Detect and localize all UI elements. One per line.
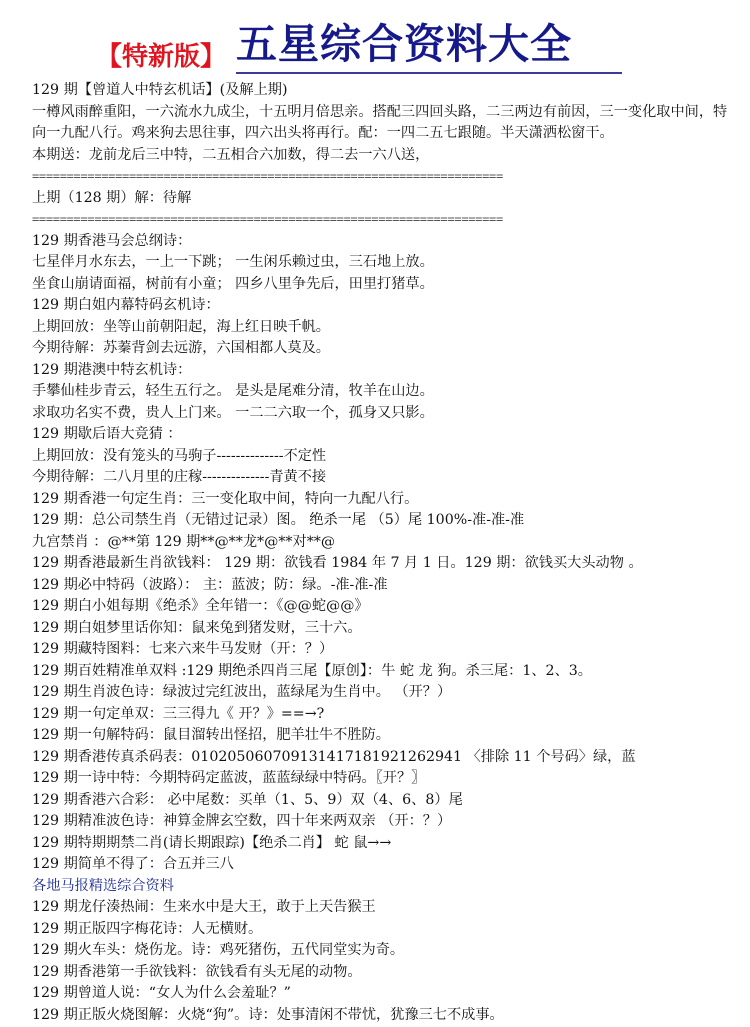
text-line: 129 期龙仔湊热闹：生来水中是大王，敢于上天告猴王 bbox=[32, 899, 376, 915]
text-line: 129 期：总公司禁生肖（无错过记录）图。 绝杀一尾 （5）尾 100%-准-准-准 bbox=[32, 512, 525, 528]
text-line: 129 期白姐内幕特码玄机诗： bbox=[32, 297, 220, 313]
text-line: 129 期正版四字梅花诗：人无横财。 bbox=[32, 920, 263, 937]
text-line: 129 期简单不得了：合五并三八 bbox=[32, 856, 234, 872]
text-line: 129 期生肖波色诗：绿波过完红波出，蓝绿尾为生肖中。 （开？） bbox=[32, 684, 452, 700]
text-line: 129 期香港六合彩： 必中尾数：买单（1、5、9）双（4、6、8）尾 bbox=[32, 791, 463, 808]
text-line: 129 期白姐梦里话你知：鼠来兔到猪发财，三十六。 bbox=[32, 619, 362, 636]
document-header bbox=[0, 0, 750, 76]
text-line: 九宫禁肖 ：@**第 129 期**@**龙*@**对**@ bbox=[32, 533, 336, 550]
text-line: 129 期一句定单双：三三得九《 开？》==→? bbox=[32, 705, 325, 722]
edition-tag: 【特新版】 bbox=[96, 42, 227, 72]
text-line: 129 期正版火烧图解：火烧“狗”。诗：处事清闲不带忧，犹豫三七不成事。 bbox=[32, 1006, 504, 1023]
text-line: 坐食山崩请面福，树前有小童； 四乡八里争先后，田里打猪草。 bbox=[32, 275, 434, 292]
text-line: 129 期香港一句定生肖：三一变化取中间，特向一九配八行。 bbox=[32, 490, 419, 507]
text-line: 129 期特期期禁二肖(请长期跟踪)【绝杀二肖】 蛇 鼠→→ bbox=[32, 834, 392, 851]
text-line: 129 期必中特码（波路）： 主：蓝波；防：绿。-准-准-准 bbox=[32, 576, 388, 593]
text-line: 129 期火车头：烧伤龙。诗：鸡死猪伤，五代同堂实为奇。 bbox=[32, 942, 405, 958]
text-line: 129 期曾道人说：“女人为什么会羞耻？” bbox=[32, 985, 291, 1001]
text-line: 129 期港澳中特玄机诗： bbox=[32, 361, 192, 378]
text-line: 求取功名实不费，贵人上门来。 一二二六取一个，孤身又只影。 bbox=[32, 404, 434, 421]
text-line: 129 期香港传真杀码表：01020506070913141718192126294​1 〈排除 11 个号码〉绿，蓝 bbox=[32, 748, 636, 765]
text-line: 129 期香港最新生肖欲钱料： 129 期：欲钱看 1984 年 7 月 1 日。129 期：欲钱买大头动物 。 bbox=[32, 555, 643, 571]
text-line: 129 期藏特图料：七来六来牛马发财（开：？） bbox=[32, 641, 334, 657]
title-underline bbox=[236, 72, 622, 74]
text-line: 129 期香港第一手欲钱料：欲钱看有头无尾的动物。 bbox=[32, 963, 362, 980]
text-line: 129 期百姓精准单双料 :129 期绝杀四肖三尾【原创】：牛 蛇 龙 狗。杀三尾：1、2、3。 bbox=[32, 662, 592, 679]
text-line: 上期回放：没有笼头的马驹子--------------不定性 bbox=[32, 447, 327, 464]
text-line: 129 期歇后语大竞猜 ： bbox=[32, 426, 182, 442]
text-line-poem: 一樽风雨醉重阳，一六流水九成尘，十五明月倍思亲。搭配三四回头路，二三两边有前因，三一变化取中间，特向一九配八行。鸡来狗去思往事，四六出头将再行。配：一四二五七跟随。半天潇洒松窗干。 bbox=[32, 103, 728, 141]
text-line: 129 期一句解特码：鼠目溜转出怪招，肥羊壮牛不胜防。 bbox=[32, 727, 390, 743]
document-body bbox=[32, 80, 738, 1026]
text-line-issue-title: 129 期【曾道人中特玄机话】(及解上期) bbox=[32, 82, 288, 98]
text-line-send: 本期送：龙前龙后三中特，二五相合六加数，得二去一六八送， bbox=[32, 146, 430, 163]
text-line: 今期待解：二八月里的庄稼--------------青黄不接 bbox=[32, 469, 327, 485]
text-line: 上期回放：坐等山前朝阳起，海上红日映千帆。 bbox=[32, 318, 330, 335]
separator-line: ==================================================================== bbox=[32, 212, 503, 226]
separator-line: ==================================================================== bbox=[32, 169, 503, 183]
text-line: 129 期精准波色诗：神算金牌玄空数，四十年来两双亲 （开：？） bbox=[32, 813, 452, 829]
text-line: 129 期香港马会总纲诗： bbox=[32, 232, 192, 249]
text-line: 手攀仙桂步青云，轻生五行之。 是头是尾难分清，牧羊在山边。 bbox=[32, 383, 434, 399]
text-line: 今期待解：苏蓁背剑去远游，六国相都人莫及。 bbox=[32, 340, 330, 356]
section-heading: 各地马报精选综合资料 bbox=[32, 877, 174, 894]
text-line: 129 期白小姐每期《绝杀》全年错一：《@@蛇@@》 bbox=[32, 598, 369, 614]
text-line: 129 期一诗中特：今期特码定蓝波，蓝蓝绿绿中特码。〖开？〗 bbox=[32, 770, 426, 786]
text-line: 七星伴月水东去，一上一下跳； 一生闲乐赖过虫，三石地上放。 bbox=[32, 254, 434, 270]
text-line-last-issue: 上期（128 期）解：待解 bbox=[32, 189, 192, 206]
document-title: 五星综合资料大全 bbox=[236, 20, 572, 68]
